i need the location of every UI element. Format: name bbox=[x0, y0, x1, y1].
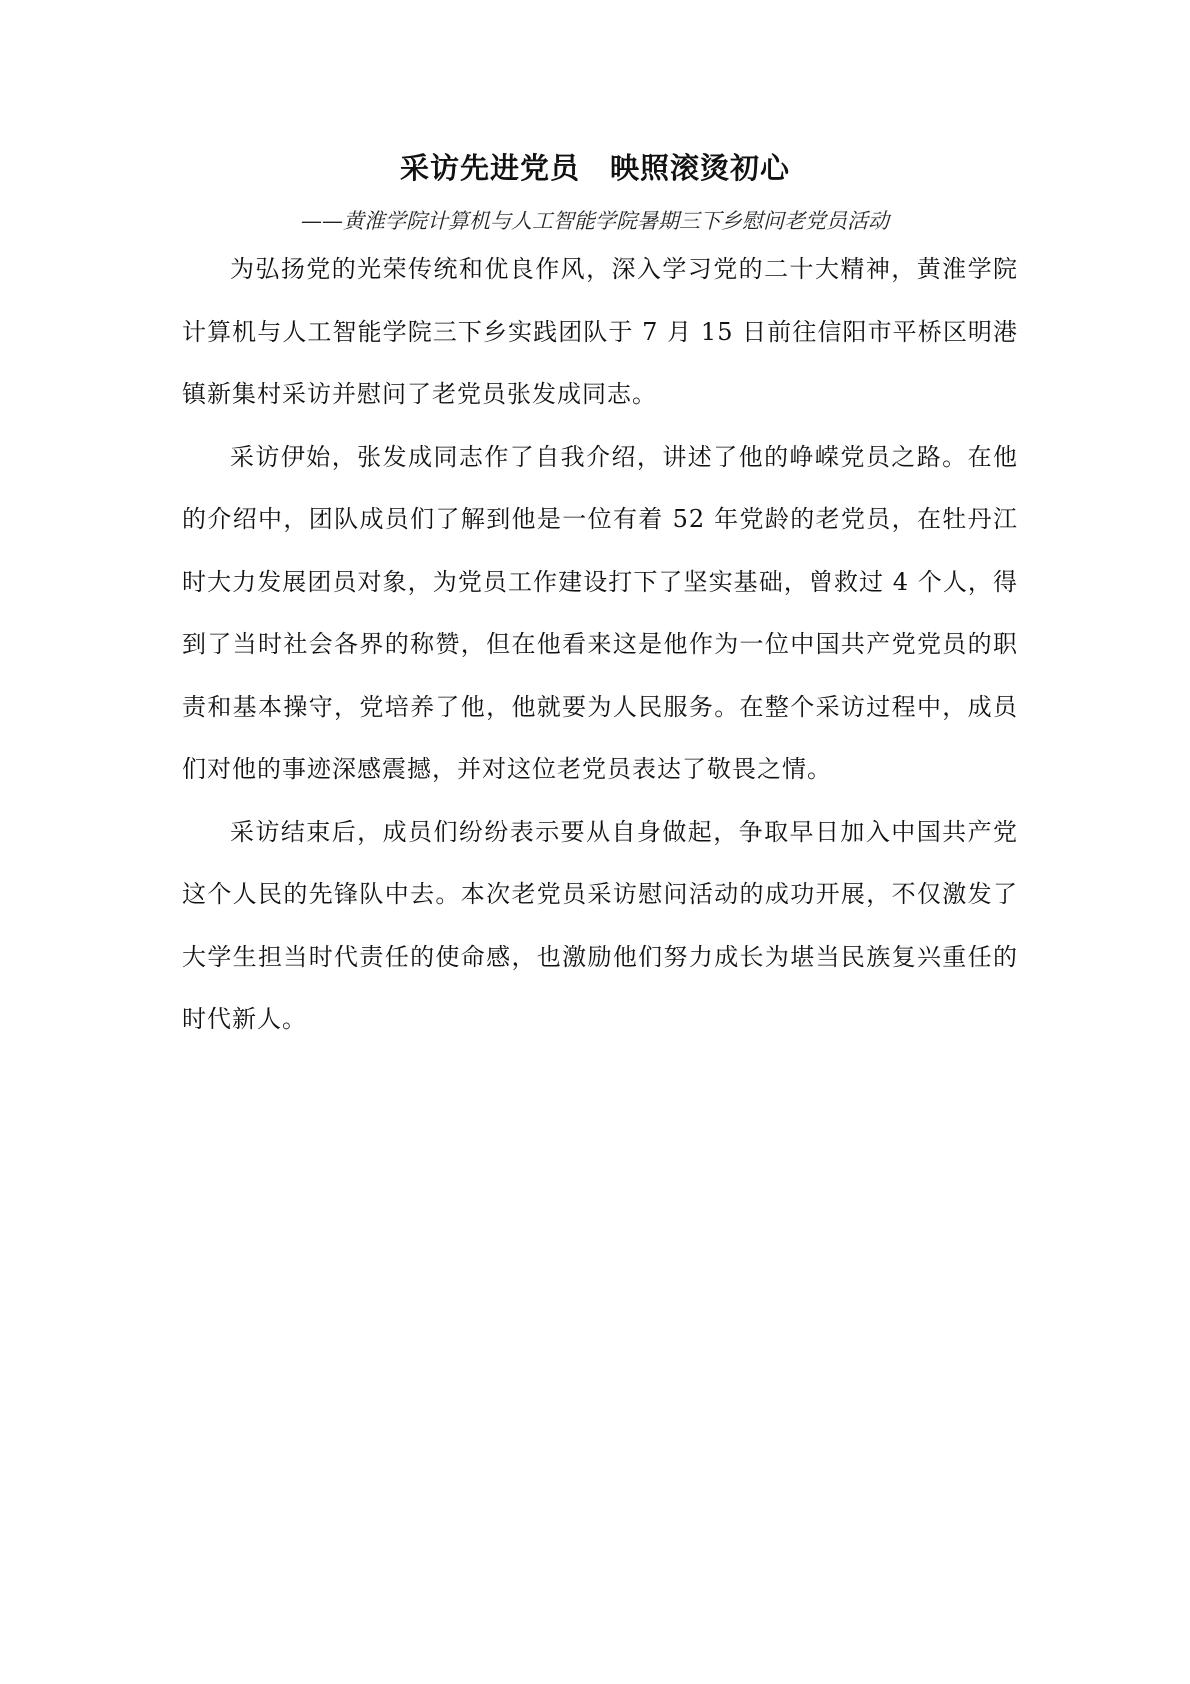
paragraph-1: 为弘扬党的光荣传统和优良作风，深入学习党的二十大精神，黄淮学院计算机与人工智能学院三下乡实践团队于 7 月 15 日前往信阳市平桥区明港镇新集村采访并慰问了老党员张发成同志。 bbox=[182, 255, 1018, 408]
paragraph-2: 采访伊始，张发成同志作了自我介绍，讲述了他的峥嵘党员之路。在他的介绍中，团队成员们了解到他是一位有着 52 年党龄的老党员，在牡丹江时大力发展团员对象，为党员工作建设打下了坚实基础，曾救过 4 个人，得到了当时社会各界的称赞，但在他看来这是他作为一位中国共产党党员的职责和基本操守，党培养了他，他就要为人民服务。在整个采访过程中，成员们对他的事迹深感震撼，并对这位老党员表达了敬畏之情。 bbox=[182, 442, 1018, 783]
document-subtitle: ——黄淮学院计算机与人工智能学院暑期三下乡慰问老党员活动 bbox=[301, 209, 889, 233]
paragraph-3: 采访结束后，成员们纷纷表示要从自身做起，争取早日加入中国共产党这个人民的先锋队中去。本次老党员采访慰问活动的成功开展，不仅激发了大学生担当时代责任的使命感，也激励他们努力成长为堪当民族复兴重任的时代新人。 bbox=[182, 817, 1018, 1033]
document-title: 采访先进党员 映照滚烫初心 bbox=[399, 151, 790, 185]
document-body bbox=[182, 238, 1018, 1051]
